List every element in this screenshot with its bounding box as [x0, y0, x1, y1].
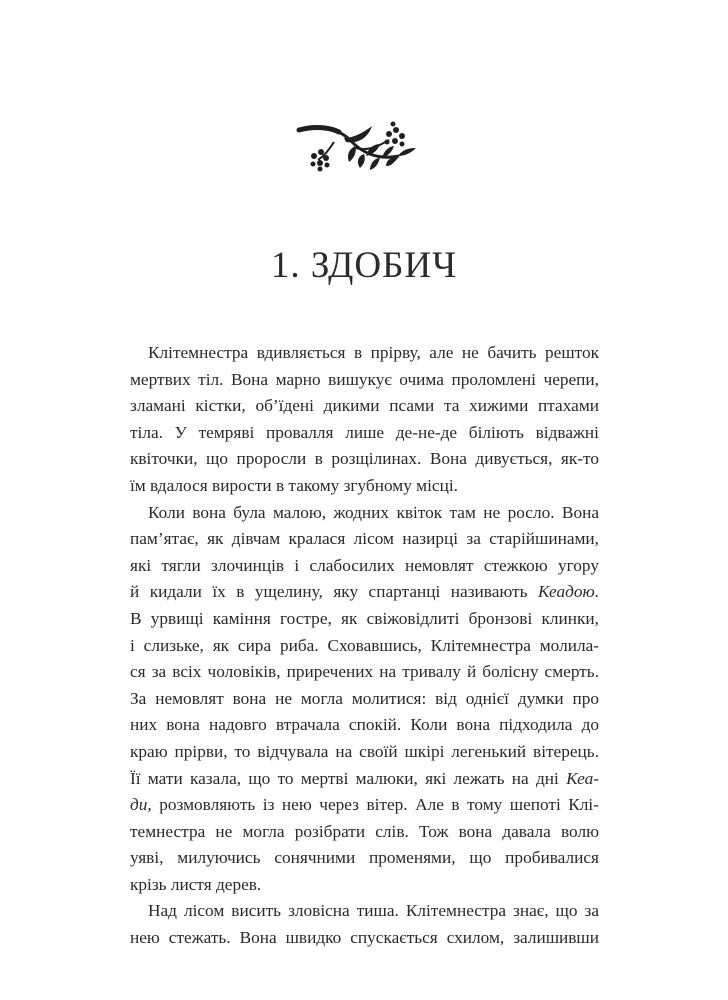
text-line: мертвих тіл. Вона марно вишукує очима проломлені черепи,: [130, 369, 599, 389]
italic-word: Кеа-: [566, 768, 599, 788]
italic-word: Кеадою: [537, 582, 595, 602]
text-line: них вона надовго втрачала спокій. Коли вона підходила до: [130, 715, 599, 735]
text-line: і слизьке, як сира риба. Сховавшись, Клітемнестра молила-: [130, 635, 599, 655]
text-line: краю прірви, то відчувала на своїй шкірі легенький вітерець.: [130, 741, 599, 761]
text-line: Над лісом висить зловісна тиша. Клітемнестра знає, що за: [148, 901, 599, 921]
text-segment: , розмовляють із нею через вітер. Але в тому шепоті Клі-: [147, 795, 599, 815]
text-line: пам’ятає, як дівчам кралася лісом назирці за старійшинами,: [130, 529, 599, 549]
text-line: нею стежать. Вона швидко спускається схилом, залишивши: [130, 928, 599, 948]
text-line: їм вдалося вирости в такому згубному місці.: [130, 475, 458, 495]
text-line: Коли вона була малою, жодних квіток там не росло. Вона: [148, 502, 599, 522]
text-line: тіла. У темряві провалля лише де-не-де біліють відважні: [130, 422, 599, 442]
text-segment: .: [594, 582, 599, 602]
text-line: [130, 766, 599, 793]
text-line: квіточки, що проросли в розщілинах. Вона дивується, як-то: [130, 449, 599, 469]
text-line: темнестра не могла розібрати слів. Тож вона давала волю: [130, 821, 599, 841]
text-line: [130, 792, 599, 819]
text-line: В урвищі каміння гостре, як свіжовідлиті бронзові клинки,: [130, 608, 599, 628]
text-segment: й кидали їх в ущелину, яку спартанці називають: [130, 582, 538, 602]
text-line: зламані кістки, об’їдені дикими псами та хижими птахами: [130, 396, 599, 416]
italic-word: ди: [130, 795, 148, 815]
text-line: Клітемнестра вдивляється в прірву, але не бачить решток: [148, 343, 599, 362]
body-text: [130, 340, 599, 952]
text-line: [130, 579, 599, 606]
chapter-title: 1. ЗДОБИЧ: [270, 245, 458, 286]
text-line: За немовлят вона не могла молитися: від однієї думки про: [130, 688, 599, 708]
text-line: уяві, милуючись сонячними променями, що пробивалися: [130, 848, 599, 868]
floral-branch-ornament: [294, 112, 444, 174]
text-line: ся за всіх чоловіків, приречених на тривалу й болісну смерть.: [130, 662, 599, 682]
text-segment: Її мати казала, що то мертві малюки, які лежать на дні: [130, 768, 567, 788]
text-line: які тягли злочинців і слабосилих немовлят стежкою угору: [130, 555, 599, 575]
text-line: крізь листя дерев.: [130, 874, 262, 894]
